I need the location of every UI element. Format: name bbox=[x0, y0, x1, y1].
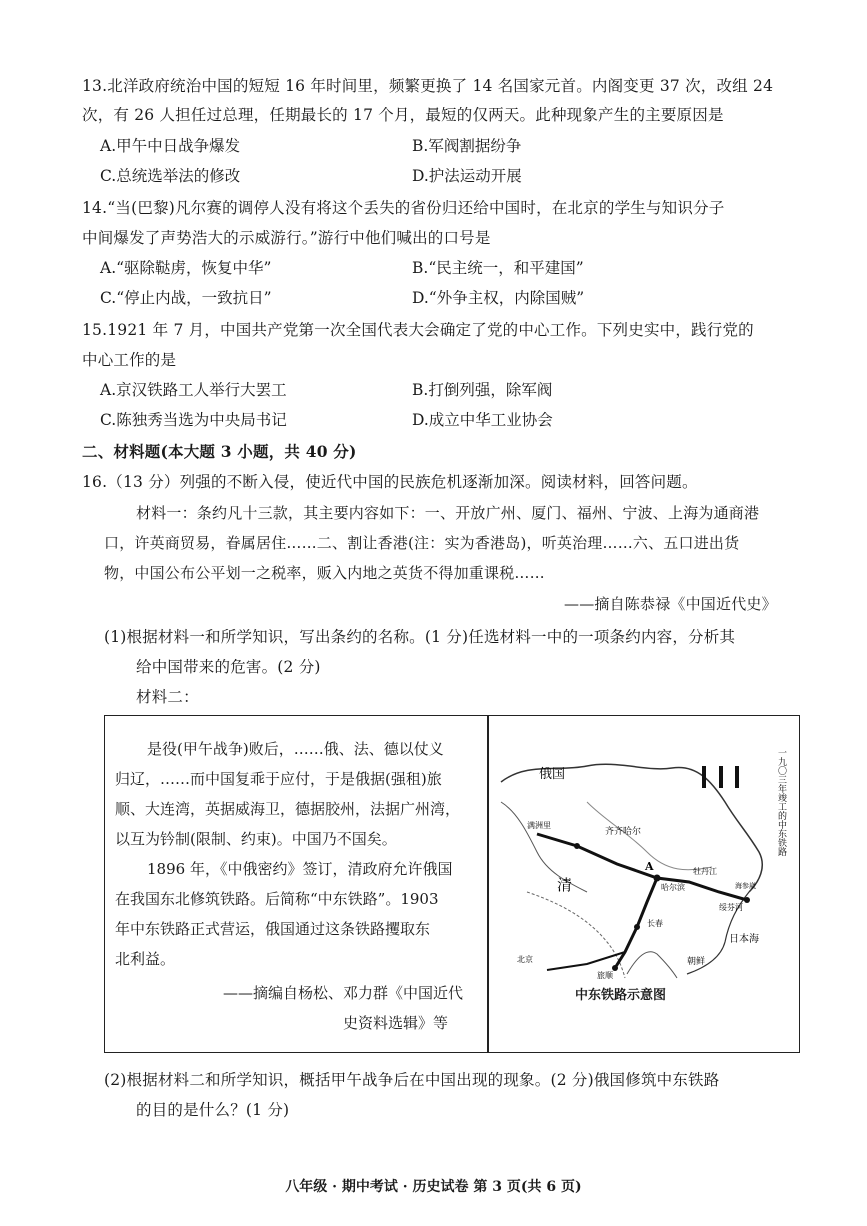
q14-stem-line1: 14.“当(巴黎)凡尔赛的调停人没有将这个丢失的省份归还给中国时，在北京的学生与知识分子 bbox=[82, 199, 725, 217]
map-label-suifenhe: 绥芬河 bbox=[719, 903, 743, 912]
q13-option-c: C.总统选举法的修改 bbox=[100, 167, 241, 185]
material1-line3: 物，中国公布公平划一之税率，贩入内地之英货不得加重课税…… bbox=[104, 564, 545, 582]
map-label-lushun: 旅顺 bbox=[597, 971, 613, 980]
q15-option-d: D.成立中华工业协会 bbox=[412, 411, 553, 429]
western-border bbox=[501, 802, 587, 892]
page-footer: 八年级 · 期中考试 · 历史试卷 第 3 页(共 6 页) bbox=[285, 1179, 582, 1195]
map-label-beijing: 北京 bbox=[517, 955, 533, 964]
map-side-note: 一九〇三年竣工的中东铁路 bbox=[776, 748, 786, 856]
map-label-russia: 俄国 bbox=[539, 767, 566, 782]
q16-sub1-line2: 给中国带来的危害。(2 分) bbox=[136, 658, 321, 676]
material2-divider bbox=[487, 716, 489, 1052]
q15-option-c: C.陈独秀当选为中央局书记 bbox=[100, 411, 287, 429]
material2-label: 材料二： bbox=[136, 688, 199, 706]
legend-bar-2 bbox=[719, 766, 723, 788]
map-label-qing: 清 bbox=[557, 876, 573, 894]
map-label-qiqihar: 齐齐哈尔 bbox=[605, 827, 642, 837]
q14-option-d: D.“外争主权，内除国贼” bbox=[412, 289, 585, 307]
material1-line2: 口，许英商贸易，眷属居住……二、割让香港(注：实为香港岛)，听英治理……六、五口进出货 bbox=[104, 534, 740, 552]
map-label-korea: 朝鲜 bbox=[687, 957, 706, 967]
q16-sub2-line1: (2)根据材料二和所学知识，概括甲午战争后在中国出现的现象。(2 分)俄国修筑中东铁路 bbox=[104, 1071, 720, 1089]
q14-option-a: A.“驱除鞑虏，恢复中华” bbox=[100, 259, 272, 277]
material2-text-line3: 顺、大连湾，英据威海卫，德据胶州，法据广州湾， bbox=[115, 800, 461, 818]
material2-source-line2: 史资料选辑》等 bbox=[343, 1014, 449, 1032]
material2-text-line8: 北利益。 bbox=[115, 950, 176, 968]
q15-option-a: A.京汉铁路工人举行大罢工 bbox=[100, 381, 287, 399]
q14-stem-line2: 中间爆发了声势浩大的示威游行。”游行中他们喊出的口号是 bbox=[82, 229, 491, 247]
map-label-mudanjiang: 牡丹江 bbox=[693, 867, 717, 876]
q13-option-d: D.护法运动开展 bbox=[412, 167, 522, 185]
material1-source: ——摘自陈恭禄《中国近代史》 bbox=[564, 595, 777, 613]
material2-text-line1: 是役(甲午战争)败后，……俄、法、德以仗义 bbox=[147, 740, 444, 758]
q16-sub1-line1: (1)根据材料一和所学知识，写出条约的名称。(1 分)任选材料一中的一项条约内容，分析其 bbox=[104, 628, 736, 646]
map-label-sea: 日本海 bbox=[729, 934, 759, 945]
material2-text-line2: 归辽，……而中国复乖于应付，于是俄据(强租)旅 bbox=[115, 770, 442, 788]
map-caption: 中东铁路示意图 bbox=[575, 988, 667, 1003]
q14-option-c: C.“停止内战，一致抗日” bbox=[100, 289, 272, 307]
map-label-harbin: 哈尔滨 bbox=[661, 883, 685, 892]
material1-line1: 材料一：条约凡十三款，其主要内容如下：一、开放广州、厦门、福州、宁波、上海为通商港 bbox=[136, 504, 760, 522]
q15-stem-line2: 中心工作的是 bbox=[82, 351, 177, 369]
legend-bar-3 bbox=[735, 766, 739, 788]
railway-map-graphic bbox=[497, 742, 795, 980]
section-heading: 二、材料题(本大题 3 小题，共 40 分) bbox=[82, 442, 357, 461]
map-label-vladivostok: 海参崴 bbox=[735, 882, 756, 890]
q15-stem-line1: 15.1921 年 7 月，中国共产党第一次全国代表大会确定了党的中心工作。下列史实中，践行党的 bbox=[82, 321, 754, 339]
material2-box bbox=[104, 715, 800, 1053]
q13-stem-line2: 次，有 26 人担任过总理，任期最长的 17 个月，最短的仅两天。此种现象产生的主要原因是 bbox=[82, 106, 724, 124]
map-label-manzhouli: 满洲里 bbox=[527, 821, 551, 830]
q13-option-a: A.甲午中日战争爆发 bbox=[100, 137, 241, 155]
railway-map bbox=[497, 742, 795, 980]
q13-option-b: B.军阀割据纷争 bbox=[412, 137, 522, 155]
liaodong-coast bbox=[627, 952, 677, 978]
q15-option-b: B.打倒列强，除军阀 bbox=[412, 381, 553, 399]
city-marker-vladivostok bbox=[744, 897, 750, 903]
map-label-a: A bbox=[645, 860, 654, 873]
q16-sub2-line2: 的目的是什么？(1 分) bbox=[136, 1101, 290, 1119]
city-marker-qiqihar bbox=[574, 843, 580, 849]
material2-text-line6: 在我国东北修筑铁路。后简称“中东铁路”。1903 bbox=[115, 890, 439, 908]
city-marker-harbin bbox=[654, 875, 661, 882]
material2-source-line1: ——摘编自杨松、邓力群《中国近代 bbox=[223, 984, 464, 1002]
q14-option-b: B.“民主统一，和平建国” bbox=[412, 259, 584, 277]
legend-bar-1 bbox=[702, 766, 706, 788]
city-marker-changchun bbox=[634, 924, 640, 930]
map-label-changchun: 长春 bbox=[647, 919, 663, 928]
material2-text-line5: 1896 年，《中俄密约》签订，清政府允许俄国 bbox=[147, 860, 453, 878]
material2-text-line4: 以互为钤制(限制、约束)。中国乃不国矣。 bbox=[115, 830, 397, 848]
q13-stem-line1: 13.北洋政府统治中国的短短 16 年时间里，频繁更换了 14 名国家元首。内阁变更 37 次，改组 24 bbox=[82, 77, 774, 95]
q16-intro: 16.（13 分）列强的不断入侵，使近代中国的民族危机逐渐加深。阅读材料，回答问题。 bbox=[82, 473, 698, 491]
material2-text-line7: 年中东铁路正式营运，俄国通过这条铁路攫取东 bbox=[115, 920, 431, 938]
